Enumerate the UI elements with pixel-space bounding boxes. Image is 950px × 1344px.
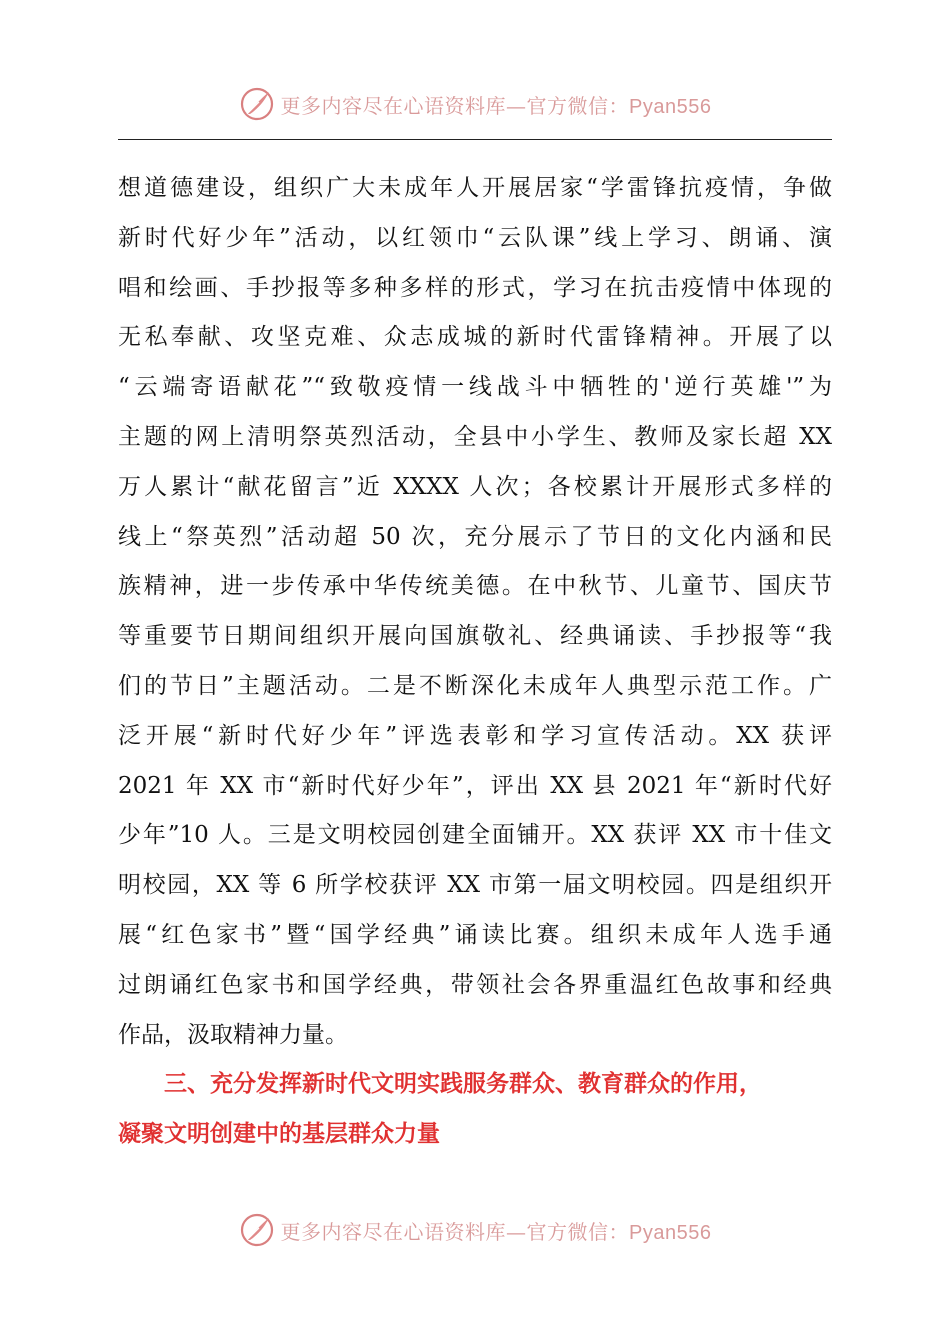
body-line: 们的节日”主题活动。二是不断深化未成年人典型示范工作。广 xyxy=(118,672,832,699)
footer-banner xyxy=(0,1208,950,1252)
header-divider xyxy=(118,139,832,140)
body-line: 展“红色家书”暨“国学经典”诵读比赛。组织未成年人选手通 xyxy=(118,921,832,948)
body-line: 主题的网上清明祭英烈活动，全县中小学生、教师及家长超 XX xyxy=(118,423,832,450)
body-line: 线上“祭英烈”活动超 50 次，充分展示了节日的文化内涵和民 xyxy=(118,523,832,550)
body-line: 万人累计“献花留言”近 XXXX 人次；各校累计开展形式多样的 xyxy=(118,473,832,500)
body-line: 作品，汲取精神力量。 xyxy=(118,1021,348,1048)
body-line: 过朗诵红色家书和国学经典，带领社会各界重温红色故事和经典 xyxy=(118,971,832,998)
body-line: 明校园，XX 等 6 所学校获评 XX 市第一届文明校园。四是组织开 xyxy=(118,872,832,899)
banner-label: 更多内容尽在心语资料库—官方微信： xyxy=(280,93,630,118)
banner-wechat-id: Pyan556 xyxy=(629,1221,712,1244)
document-body xyxy=(118,164,832,1160)
banner-text xyxy=(281,1216,712,1245)
section-heading-line-2: 凝聚文明创建中的基层群众力量 xyxy=(118,1121,440,1148)
body-line: 无私奉献、攻坚克难、众志成城的新时代雷锋精神。开展了以 xyxy=(118,324,832,351)
body-line: 泛开展“新时代好少年”评选表彰和学习宣传活动。XX 获评 xyxy=(118,722,832,749)
banner-label: 更多内容尽在心语资料库—官方微信： xyxy=(280,1219,630,1244)
body-line: 想道德建设，组织广大未成年人开展居家“学雷锋抗疫情，争做 xyxy=(118,175,832,201)
body-line: 少年”10 人。三是文明校园创建全面铺开。XX 获评 XX 市十佳文 xyxy=(118,822,832,849)
body-line: 新时代好少年”活动，以红领巾“云队课”线上学习、朗诵、演 xyxy=(118,224,832,251)
body-line: 2021 年 XX 市“新时代好少年”，评出 XX 县 2021 年“新时代好 xyxy=(118,772,832,799)
section-heading-line-1: 三、充分发挥新时代文明实践服务群众、教育群众的作用， xyxy=(164,1071,762,1098)
body-line: “云端寄语献花”“致敬疫情一线战斗中牺牲的'逆行英雄'”为 xyxy=(118,374,832,401)
body-line: 唱和绘画、手抄报等多种多样的形式，学习在抗击疫情中体现的 xyxy=(118,274,832,301)
banner-text xyxy=(281,90,712,119)
pen-feather-logo-icon xyxy=(239,1212,275,1248)
body-line: 等重要节日期间组织开展向国旗敬礼、经典诵读、手抄报等“我 xyxy=(118,623,832,650)
banner-wechat-id: Pyan556 xyxy=(629,95,712,118)
pen-feather-logo-icon xyxy=(239,86,275,122)
body-line: 族精神，进一步传承中华传统美德。在中秋节、儿童节、国庆节 xyxy=(118,573,832,600)
header-banner xyxy=(0,82,950,126)
